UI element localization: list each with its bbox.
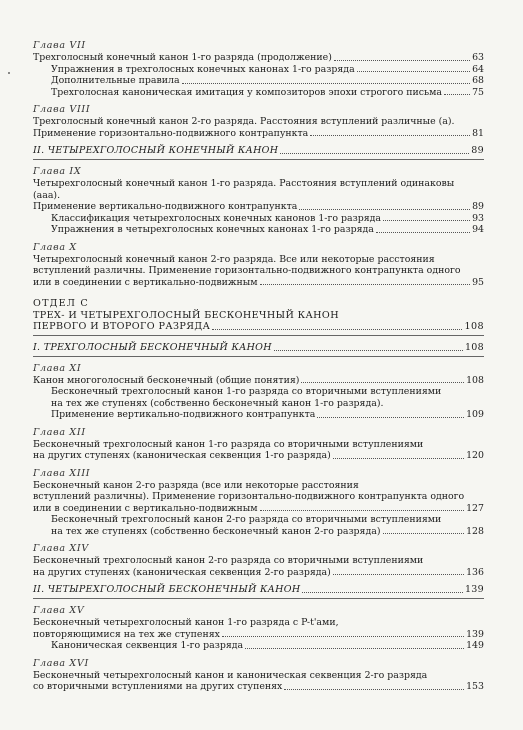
chapter-heading: Глава XVI xyxy=(33,657,89,669)
entry-line xyxy=(33,480,484,492)
entry-title: Применение вертикально-подвижного контрапункта xyxy=(33,201,298,212)
entry-title: Бесконечный трехголосный канон 2-го разряда со вторичными вступлениями xyxy=(51,514,442,525)
entry-line xyxy=(51,514,484,526)
entry-line xyxy=(33,450,484,462)
scan-speck xyxy=(8,72,10,74)
dot-leader xyxy=(383,220,470,221)
entry-title: вступлений различны). Применение горизонтально-подвижного контрапункта одного xyxy=(33,491,465,502)
chapter-heading: Глава IX xyxy=(33,166,82,177)
dot-leader xyxy=(376,232,470,233)
department-line: ТРЕХ- И ЧЕТЫРЕХГОЛОСНЫЙ БЕСКОНЕЧНЫЙ КАНОН xyxy=(33,309,339,321)
toc-entry[interactable] xyxy=(33,178,484,213)
dot-leader xyxy=(245,648,464,649)
part-title: II. ЧЕТЫРЕХГОЛОСНЫЙ БЕСКОНЕЧНЫЙ КАНОН xyxy=(33,584,301,595)
entry-line xyxy=(33,629,484,641)
entry-line xyxy=(51,526,484,538)
chapter-heading: Глава VIII xyxy=(33,104,91,115)
toc-entry[interactable] xyxy=(33,386,484,421)
entry-title: или в соединении с вертикально-подвижным xyxy=(33,502,258,514)
entry-line xyxy=(33,265,484,277)
entry-line xyxy=(33,670,484,682)
page-number: 95 xyxy=(472,276,484,288)
dot-leader xyxy=(284,689,464,690)
department-line: ОТДЕЛ С xyxy=(33,298,89,309)
toc-entry[interactable] xyxy=(33,439,484,462)
entry-title: вступлений различны. Применение горизонтально-подвижного контрапункта одного xyxy=(33,265,461,276)
toc-entry[interactable] xyxy=(33,640,484,652)
part-heading[interactable] xyxy=(33,342,484,357)
dot-leader xyxy=(310,135,470,136)
toc-entry[interactable] xyxy=(33,514,484,537)
page-number: 139 xyxy=(466,628,484,640)
entry-line xyxy=(51,64,484,76)
entry-title: или в соединении с вертикально-подвижным xyxy=(33,276,258,288)
dot-leader xyxy=(334,60,470,61)
toc-entry[interactable] xyxy=(33,254,484,289)
entry-line xyxy=(33,277,484,289)
toc-entry[interactable] xyxy=(33,480,484,515)
spacer xyxy=(33,288,484,298)
page-number: 127 xyxy=(466,502,484,514)
entry-title: Канон многоголосный бесконечный (общие понятия) xyxy=(33,374,300,386)
dot-leader xyxy=(280,153,469,154)
page-number: 75 xyxy=(472,86,484,98)
page-number: 120 xyxy=(466,450,484,461)
department-heading[interactable] xyxy=(33,298,484,336)
entry-line xyxy=(33,555,484,567)
entry-title: Четырехголосный конечный канон 2-го разряда. Все или некоторые расстояния xyxy=(33,253,435,265)
entry-line xyxy=(51,213,484,225)
page-number: 108 xyxy=(466,374,484,386)
entry-line xyxy=(33,201,484,213)
page-number: 89 xyxy=(471,145,484,156)
entry-title: повторяющимися на тех же ступенях xyxy=(33,628,220,640)
toc-entry[interactable] xyxy=(33,213,484,225)
department-title: ПЕРВОГО И ВТОРОГО РАЗРЯДА xyxy=(33,321,211,332)
entry-line xyxy=(33,178,484,201)
entry-line xyxy=(33,52,484,64)
entry-line xyxy=(51,640,484,652)
entry-title: Бесконечный четырехголосный канон и каноническая секвенция 2-го разряда xyxy=(33,669,428,681)
entry-title: Упражнения в трехголосных конечных канонах 1-го разряда xyxy=(51,63,355,75)
entry-title: Трехголосная каноническая имитация у композиторов эпохи строгого письма xyxy=(51,86,442,98)
dot-leader xyxy=(333,574,464,575)
dot-leader xyxy=(333,458,464,459)
dot-leader xyxy=(317,417,464,418)
entry-line xyxy=(51,386,484,398)
page-number: 81 xyxy=(472,127,484,139)
dot-leader xyxy=(274,350,463,351)
entry-title: Бесконечный трехголосный канон 2-го разряда со вторичными вступлениями xyxy=(33,555,424,566)
entry-line xyxy=(33,617,484,629)
entry-title: Классификация четырехголосных конечных канонов 1-го разряда xyxy=(51,212,381,224)
toc-entry[interactable] xyxy=(33,64,484,76)
entry-title: Упражнения в четырехголосных конечных канонах 1-го разряда xyxy=(51,224,374,235)
entry-line xyxy=(33,491,484,503)
entry-line xyxy=(33,567,484,579)
part-title: I. ТРЕХГОЛОСНЫЙ БЕСКОНЕЧНЫЙ КАНОН xyxy=(33,341,272,353)
toc-entry[interactable] xyxy=(33,617,484,640)
entry-title: Дополнительные правила xyxy=(51,75,180,86)
entry-title: Бесконечный четырехголосный канон 1-го разряда с P-t'ами, xyxy=(33,617,339,628)
dot-leader xyxy=(212,329,462,330)
entry-line xyxy=(51,409,484,421)
page-number: 93 xyxy=(472,212,484,224)
page-number: 139 xyxy=(464,584,484,595)
page-number: 68 xyxy=(472,75,484,86)
toc-entry[interactable] xyxy=(33,555,484,578)
toc-entry[interactable] xyxy=(33,116,484,139)
page-number: 108 xyxy=(464,321,484,332)
page-number: 128 xyxy=(466,525,484,537)
dot-leader xyxy=(260,284,471,285)
dot-leader xyxy=(260,510,465,511)
chapter-heading: Глава XV xyxy=(33,605,85,616)
page-number: 149 xyxy=(466,640,484,651)
dot-leader xyxy=(357,71,470,72)
toc-entry[interactable] xyxy=(33,670,484,693)
department-line xyxy=(33,321,484,333)
entry-line xyxy=(51,398,484,410)
entry-title: Бесконечный трехголосный канон 1-го разряда со вторичными вступлениями xyxy=(51,386,442,397)
entry-title: Бесконечный трехголосный канон 1-го разряда со вторичными вступлениями xyxy=(33,438,424,450)
entry-line xyxy=(51,75,484,87)
entry-line xyxy=(33,128,484,140)
entry-line xyxy=(33,375,484,387)
table-of-contents xyxy=(33,40,484,693)
chapter-heading: Глава VII xyxy=(33,40,86,51)
toc-entry[interactable] xyxy=(33,87,484,99)
entry-line xyxy=(33,503,484,515)
entry-title: Бесконечный канон 2-го разряда (все или некоторые расстояния xyxy=(33,479,359,491)
entry-title: Каноническая секвенция 1-го разряда xyxy=(51,640,244,651)
entry-title: Применение вертикально-подвижного контрапункта xyxy=(51,409,316,420)
entry-line xyxy=(33,116,484,128)
entry-title: Трехголосный конечный канон 2-го разряда. Расстояния вступлений различные (а). xyxy=(33,116,455,127)
entry-title: на других ступенях (каноническая секвенция 2-го разряда) xyxy=(33,566,331,578)
part-heading[interactable] xyxy=(33,145,484,160)
chapter-heading: Глава XIV xyxy=(33,543,89,554)
chapter-heading: Глава XIII xyxy=(33,467,91,479)
page-number: 94 xyxy=(472,224,484,235)
dot-leader xyxy=(383,533,465,534)
entry-title: на других ступенях (каноническая секвенция 1-го разряда) xyxy=(33,450,331,461)
entry-title: на тех же ступенях (собственно бесконечный канон 1-го разряда). xyxy=(51,397,384,409)
entry-line xyxy=(51,87,484,99)
toc-entry[interactable] xyxy=(33,224,484,236)
entry-title: Трехголосный конечный канон 1-го разряда (продолжение) xyxy=(33,52,332,63)
dot-leader xyxy=(301,382,464,383)
entry-title: со вторичными вступлениями на других ступенях xyxy=(33,681,283,692)
dot-leader xyxy=(444,94,470,95)
entry-line xyxy=(33,254,484,266)
toc-entry[interactable] xyxy=(33,52,484,64)
entry-title: Четырехголосный конечный канон 1-го разряда. Расстояния вступлений одинаковы (ааа). xyxy=(33,178,455,201)
chapter-heading: Глава X xyxy=(33,241,77,253)
page-number: 136 xyxy=(466,566,484,578)
entry-title: Применение горизонтально-подвижного контрапункта xyxy=(33,127,309,139)
page-number: 89 xyxy=(472,201,484,212)
dot-leader xyxy=(182,83,471,84)
chapter-heading: Глава XII xyxy=(33,426,86,438)
page-number: 63 xyxy=(472,52,484,63)
entry-line xyxy=(51,224,484,236)
entry-line xyxy=(33,439,484,451)
page-number: 108 xyxy=(464,341,484,353)
page-number: 64 xyxy=(472,63,484,75)
page-number: 109 xyxy=(466,409,484,420)
chapter-heading: Глава XI xyxy=(33,362,82,374)
page-number: 153 xyxy=(466,681,484,692)
part-heading[interactable] xyxy=(33,584,484,599)
entry-line xyxy=(33,681,484,693)
part-title: II. ЧЕТЫРЕХГОЛОСНЫЙ КОНЕЧНЫЙ КАНОН xyxy=(33,145,279,156)
dot-leader xyxy=(299,209,470,210)
entry-title: на тех же ступенях (собственно бесконечный канон 2-го разряда) xyxy=(51,525,381,537)
toc-entry[interactable] xyxy=(33,75,484,87)
dot-leader xyxy=(222,636,464,637)
dot-leader xyxy=(302,592,463,593)
toc-entry[interactable] xyxy=(33,375,484,387)
